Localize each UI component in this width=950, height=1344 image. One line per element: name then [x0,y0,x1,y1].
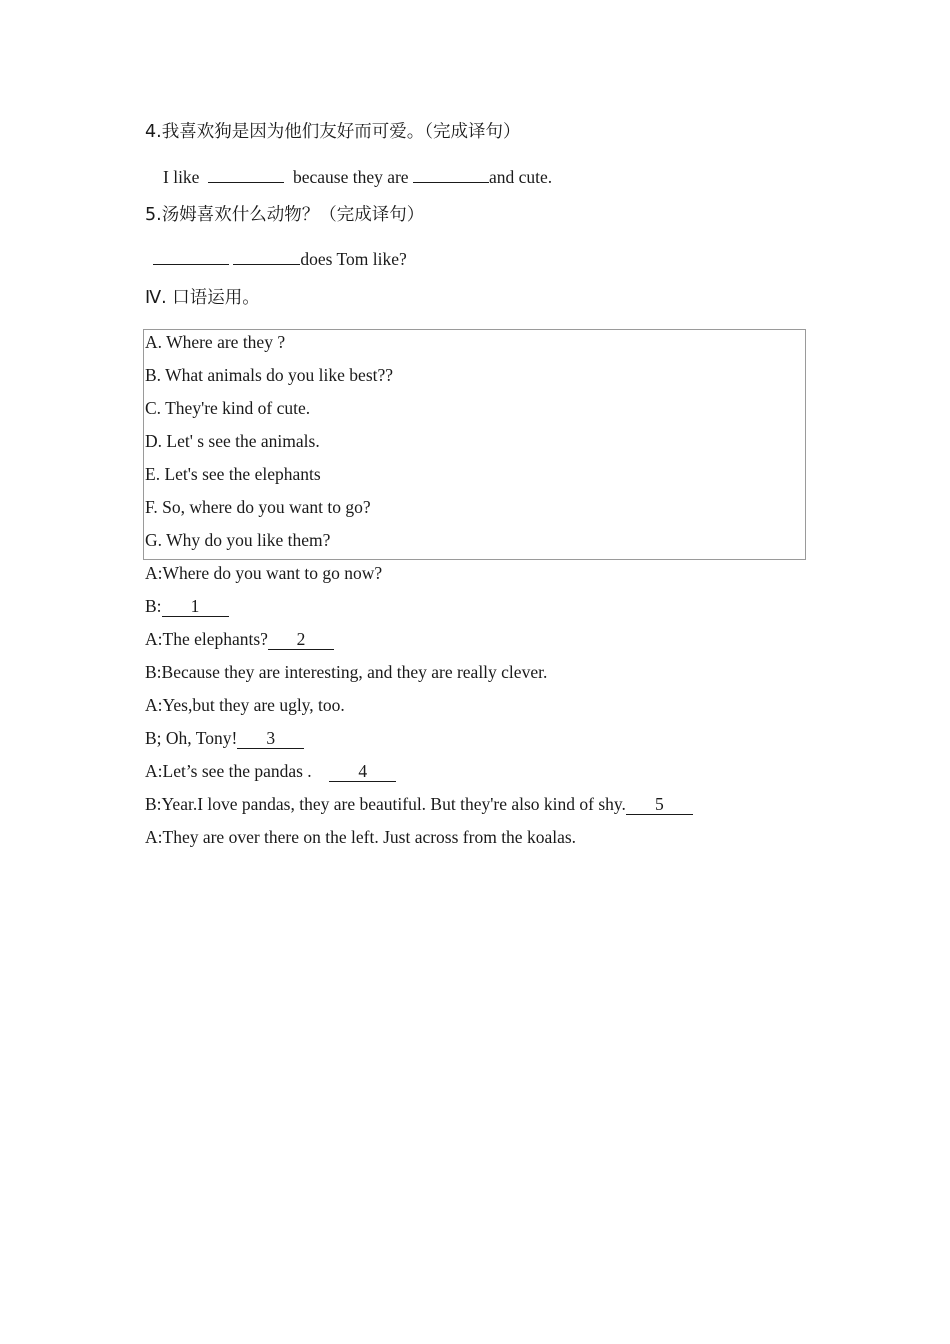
dialogue-line-6 [145,727,304,749]
option-g: G. Why do you like them? [145,530,331,550]
question-4-prompt: 4.我喜欢狗是因为他们友好而可爱。（完成译句） [145,122,521,142]
q4-blank-1[interactable] [208,165,284,183]
q4-blank-2[interactable] [413,165,489,183]
q4-text-3: and cute. [488,167,553,187]
option-e: E. Let's see the elephants [145,464,321,484]
answer-blank-4[interactable]: 4 [329,761,396,782]
option-f: F. So, where do you want to go? [145,497,371,517]
dialogue-line-4: B:Because they are interesting, and they are really clever. [145,662,548,682]
section-4-title: Ⅳ. 口语运用。 [145,288,260,308]
dialogue-line-8 [145,793,693,815]
answer-blank-3[interactable]: 3 [237,728,304,749]
q5-blank-1[interactable] [153,247,229,265]
q4-text-2: because they are [292,167,409,187]
dialogue-line-3-text: A:The elephants? [145,629,268,649]
option-b: B. What animals do you like best?? [145,365,394,385]
dialogue-line-7-text: A:Let’s see the pandas . [145,761,312,781]
question-4-sentence [163,165,552,188]
dialogue-line-7 [145,760,396,782]
options-box [143,329,806,560]
answer-blank-2[interactable]: 2 [268,629,334,650]
dialogue-line-8-text: B:Year.I love pandas, they are beautiful. But they're also kind of shy. [145,794,626,814]
q4-text-1: I like [163,167,200,187]
dialogue-line-2-speaker: B: [145,596,162,616]
dialogue-line-6-text: B; Oh, Tony! [145,728,238,748]
dialogue-line-2 [145,595,229,617]
dialogue-line-9: A:They are over there on the left. Just across from the koalas. [145,827,577,847]
option-c: C. They're kind of cute. [145,398,311,418]
answer-blank-5[interactable]: 5 [626,794,693,815]
question-5-prompt: 5.汤姆喜欢什么动物？（完成译句） [145,205,425,225]
dialogue-line-1: A:Where do you want to go now? [145,563,383,583]
dialogue-line-5: A:Yes,but they are ugly, too. [145,695,345,715]
question-5-sentence [153,247,407,270]
q5-text-1: does Tom like? [300,249,407,269]
option-a: A. Where are they ? [145,332,286,352]
q5-blank-2[interactable] [233,247,300,265]
option-d: D. Let' s see the animals. [145,431,320,451]
answer-blank-1[interactable]: 1 [162,596,229,617]
dialogue-line-3 [145,628,334,650]
